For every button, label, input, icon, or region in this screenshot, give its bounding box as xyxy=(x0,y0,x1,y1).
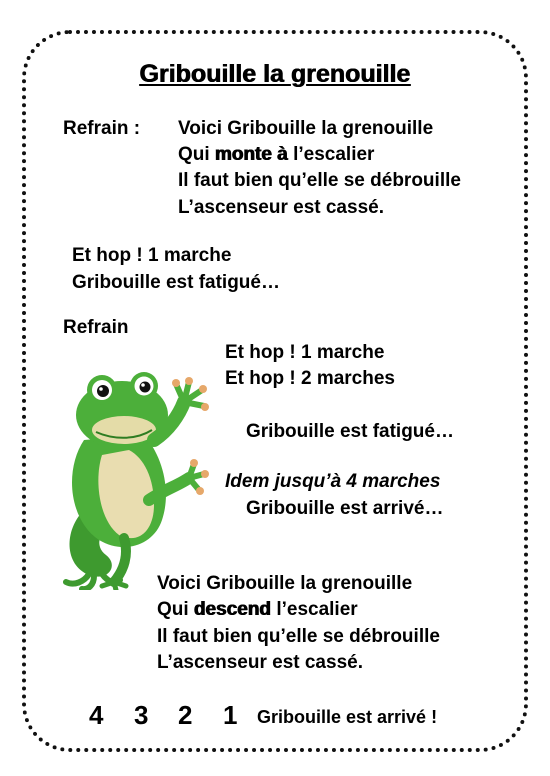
refrain-line-4: L’ascenseur est cassé. xyxy=(178,197,384,218)
countdown-1: 1 xyxy=(223,700,238,730)
final-refrain-line-2: Qui descend l’escalier xyxy=(157,599,358,620)
verse2-line-3: Gribouille est fatigué… xyxy=(246,421,454,442)
verse2-idem-line: Idem jusqu’à 4 marches xyxy=(225,471,441,492)
refrain-line-3: Il faut bien qu’elle se débrouille xyxy=(178,170,461,191)
refrain-label: Refrain : xyxy=(63,118,141,139)
refrain-line-1: Voici Gribouille la grenouille xyxy=(178,118,434,139)
frog-illustration-icon xyxy=(44,360,224,590)
final-refrain-line-4: L’ascenseur est cassé. xyxy=(157,652,363,673)
ending-line: Gribouille est arrivé ! xyxy=(257,707,438,727)
countdown-2: 2 xyxy=(178,700,193,730)
emphasis-monte: monte à xyxy=(214,144,288,165)
page-title: Gribouille la grenouille xyxy=(139,60,411,88)
verse1-line-2: Gribouille est fatigué… xyxy=(72,272,280,293)
verse2-line-2: Et hop ! 2 marches xyxy=(225,368,395,389)
final-refrain-line-3: Il faut bien qu’elle se débrouille xyxy=(157,626,440,647)
refrain-line-2: Qui monte à l’escalier xyxy=(178,144,375,165)
refrain-repeat-label: Refrain xyxy=(63,317,129,338)
verse2-line-5: Gribouille est arrivé… xyxy=(246,498,444,519)
verse1-line-1: Et hop ! 1 marche xyxy=(72,245,232,266)
final-refrain-line-1: Voici Gribouille la grenouille xyxy=(157,573,413,594)
countdown-4: 4 xyxy=(89,700,104,730)
countdown-3: 3 xyxy=(134,700,149,730)
verse2-line-1: Et hop ! 1 marche xyxy=(225,342,385,363)
emphasis-descend: descend xyxy=(193,599,272,620)
